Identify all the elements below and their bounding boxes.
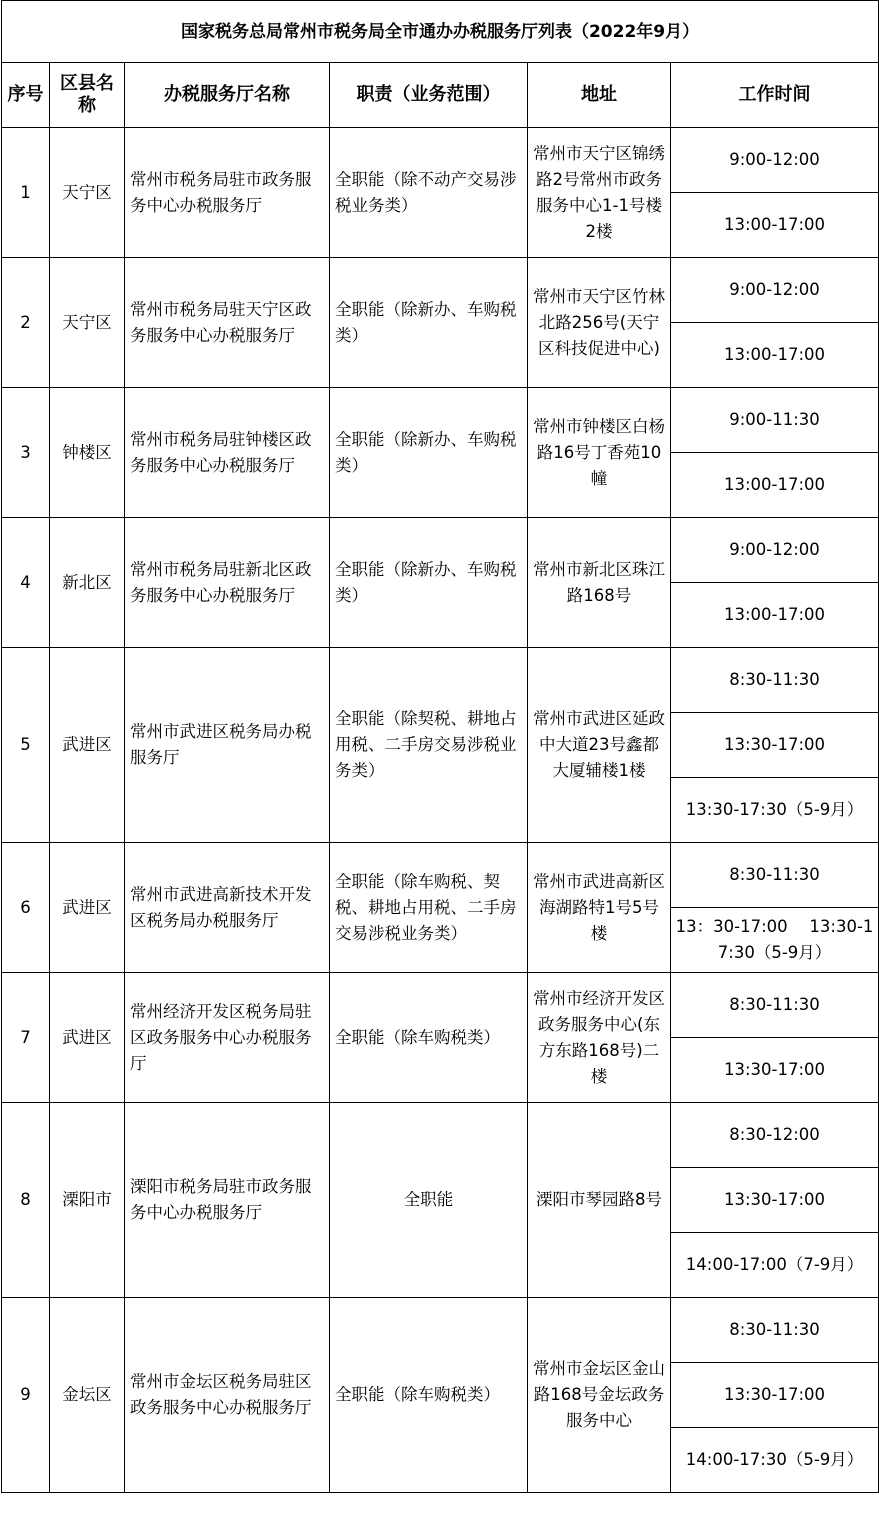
row-hall-name: 常州经济开发区税务局驻区政务服务中心办税服务厅 bbox=[125, 973, 330, 1103]
row-hall-name: 常州市武进高新技术开发区税务局办税服务厅 bbox=[125, 843, 330, 973]
header-row bbox=[2, 63, 879, 128]
row-address: 常州市武进高新区海湖路特1号5号楼 bbox=[528, 843, 671, 973]
table-row bbox=[2, 258, 879, 323]
table-row bbox=[2, 1298, 879, 1363]
table-title: 国家税务总局常州市税务局全市通办办税服务厅列表（2022年9月） bbox=[2, 1, 879, 63]
row-hours-slot: 13:00-17:00 bbox=[671, 453, 879, 518]
table-row bbox=[2, 128, 879, 193]
row-hours-slot: 14:00-17:00（7-9月） bbox=[671, 1233, 879, 1298]
row-index: 5 bbox=[2, 648, 50, 843]
header-hours: 工作时间 bbox=[671, 63, 879, 128]
row-address: 常州市钟楼区白杨路16号丁香苑10幢 bbox=[528, 388, 671, 518]
row-district: 天宁区 bbox=[50, 128, 125, 258]
row-hall-name: 常州市税务局驻市政务服务中心办税服务厅 bbox=[125, 128, 330, 258]
row-scope: 全职能 bbox=[330, 1103, 528, 1298]
row-hours-slot: 13:30-17:00 bbox=[671, 1038, 879, 1103]
row-address: 常州市天宁区锦绣路2号常州市政务服务中心1-1号楼2楼 bbox=[528, 128, 671, 258]
row-index: 4 bbox=[2, 518, 50, 648]
table-body bbox=[2, 128, 879, 1493]
row-scope: 全职能（除新办、车购税类） bbox=[330, 258, 528, 388]
row-index: 7 bbox=[2, 973, 50, 1103]
row-index: 9 bbox=[2, 1298, 50, 1493]
row-index: 8 bbox=[2, 1103, 50, 1298]
row-index: 3 bbox=[2, 388, 50, 518]
row-district: 金坛区 bbox=[50, 1298, 125, 1493]
row-hall-name: 常州市武进区税务局办税服务厅 bbox=[125, 648, 330, 843]
row-district: 新北区 bbox=[50, 518, 125, 648]
row-district: 武进区 bbox=[50, 843, 125, 973]
row-hall-name: 常州市税务局驻钟楼区政务服务中心办税服务厅 bbox=[125, 388, 330, 518]
row-hall-name: 溧阳市税务局驻市政务服务中心办税服务厅 bbox=[125, 1103, 330, 1298]
row-hours-slot: 13:30-17:00 bbox=[671, 1168, 879, 1233]
row-hours-slot: 13：30-17:00 13:30-17:30（5-9月） bbox=[671, 908, 879, 973]
row-scope: 全职能（除新办、车购税类） bbox=[330, 388, 528, 518]
row-hours-slot: 9:00-12:00 bbox=[671, 128, 879, 193]
row-index: 2 bbox=[2, 258, 50, 388]
row-scope: 全职能（除车购税类） bbox=[330, 973, 528, 1103]
row-district: 溧阳市 bbox=[50, 1103, 125, 1298]
row-hours-slot: 8:30-11:30 bbox=[671, 648, 879, 713]
row-scope: 全职能（除车购税类） bbox=[330, 1298, 528, 1493]
row-hours-slot: 14:00-17:30（5-9月） bbox=[671, 1428, 879, 1493]
row-index: 1 bbox=[2, 128, 50, 258]
row-hours-slot: 13:30-17:00 bbox=[671, 1363, 879, 1428]
row-district: 武进区 bbox=[50, 648, 125, 843]
row-hours-slot: 13:00-17:00 bbox=[671, 583, 879, 648]
header-scope: 职责（业务范围） bbox=[330, 63, 528, 128]
row-hours-slot: 8:30-12:00 bbox=[671, 1103, 879, 1168]
header-index: 序号 bbox=[2, 63, 50, 128]
row-hours-slot: 9:00-12:00 bbox=[671, 518, 879, 583]
row-address: 常州市金坛区金山路168号金坛政务服务中心 bbox=[528, 1298, 671, 1493]
row-hours-slot: 8:30-11:30 bbox=[671, 973, 879, 1038]
row-hours-slot: 13:30-17:30（5-9月） bbox=[671, 778, 879, 843]
table-row bbox=[2, 648, 879, 713]
header-hall-name: 办税服务厅名称 bbox=[125, 63, 330, 128]
row-hours-slot: 9:00-12:00 bbox=[671, 258, 879, 323]
row-district: 钟楼区 bbox=[50, 388, 125, 518]
row-index: 6 bbox=[2, 843, 50, 973]
table-row bbox=[2, 388, 879, 453]
row-hall-name: 常州市税务局驻天宁区政务服务中心办税服务厅 bbox=[125, 258, 330, 388]
table-row bbox=[2, 518, 879, 583]
row-hours-slot: 13:30-17:00 bbox=[671, 713, 879, 778]
table-row bbox=[2, 1103, 879, 1168]
row-hours-slot: 8:30-11:30 bbox=[671, 843, 879, 908]
header-district: 区县名称 bbox=[50, 63, 125, 128]
row-scope: 全职能（除车购税、契税、耕地占用税、二手房交易涉税业务类） bbox=[330, 843, 528, 973]
row-hours-slot: 13:00-17:00 bbox=[671, 323, 879, 388]
row-address: 常州市经济开发区政务服务中心(东方东路168号)二楼 bbox=[528, 973, 671, 1103]
row-address: 常州市天宁区竹林北路256号(天宁区科技促进中心) bbox=[528, 258, 671, 388]
table-row bbox=[2, 843, 879, 908]
row-scope: 全职能（除不动产交易涉税业务类） bbox=[330, 128, 528, 258]
row-hall-name: 常州市金坛区税务局驻区政务服务中心办税服务厅 bbox=[125, 1298, 330, 1493]
row-hours-slot: 13:00-17:00 bbox=[671, 193, 879, 258]
row-district: 天宁区 bbox=[50, 258, 125, 388]
row-scope: 全职能（除新办、车购税类） bbox=[330, 518, 528, 648]
service-hall-table bbox=[1, 0, 879, 1493]
row-address: 常州市新北区珠江路168号 bbox=[528, 518, 671, 648]
table-row bbox=[2, 973, 879, 1038]
row-hall-name: 常州市税务局驻新北区政务服务中心办税服务厅 bbox=[125, 518, 330, 648]
row-address: 常州市武进区延政中大道23号鑫都大厦辅楼1楼 bbox=[528, 648, 671, 843]
row-scope: 全职能（除契税、耕地占用税、二手房交易涉税业务类） bbox=[330, 648, 528, 843]
row-hours-slot: 9:00-11:30 bbox=[671, 388, 879, 453]
row-district: 武进区 bbox=[50, 973, 125, 1103]
header-address: 地址 bbox=[528, 63, 671, 128]
row-hours-slot: 8:30-11:30 bbox=[671, 1298, 879, 1363]
row-address: 溧阳市琴园路8号 bbox=[528, 1103, 671, 1298]
